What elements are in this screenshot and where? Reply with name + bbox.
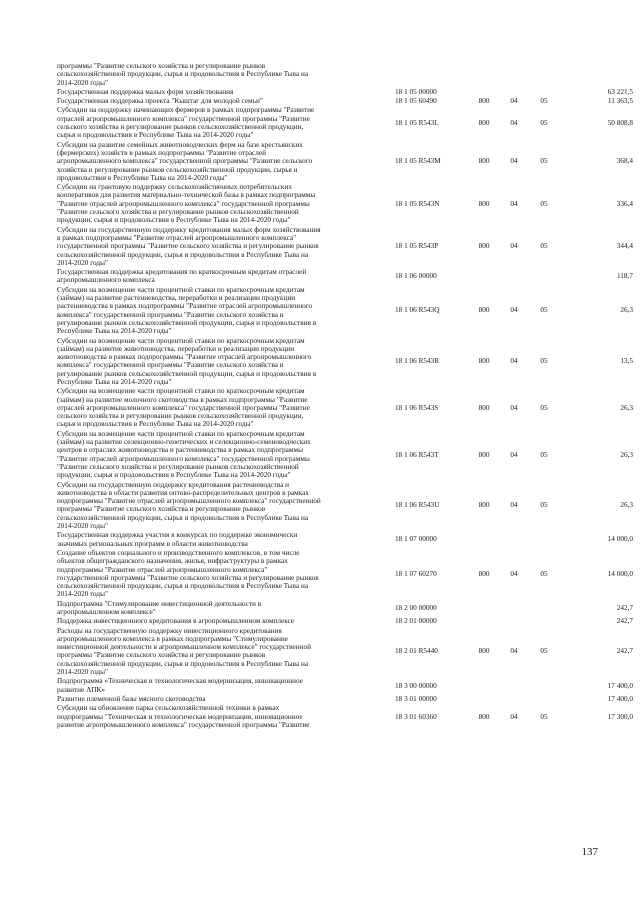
section-code: [499, 531, 529, 549]
row-description: Поддержка инвестиционного кредитования в агропромышленном комплексе: [57, 617, 295, 626]
row-description: Подпрограмма «Техническая и технологическая модернизация, инновационное развитие АПК»: [57, 677, 303, 694]
expense-type-code: 800: [478, 97, 490, 106]
row-description: Субсидии на возмещение части процентной ставки по краткосрочным кредитам (займам) на развитие животноводства, переработки и реализации продукции животноводства в рамках подпрограммы "Развитие отраслей агропромышленного комплекса" государственной программы "Развитие сельского хозяйства и регулирование рынков сельскохозяйственной продукции, сырья и продовольствия в Республике Тыва на 2014-2020 годы": [57, 336, 317, 386]
section-code: [499, 617, 529, 626]
expense-type-code: 800: [478, 450, 490, 459]
table-row: [57, 617, 633, 626]
row-description: Субсидии на возмещение части процентной ставки по краткосрочным кредитам (займам) на развитие растениеводства, переработки и реализации продукции растениеводства в рамках подпрограммы "Развитие отраслей агропромышленного комплекса" государственной программы "Развитие сельского хозяйства и регулирование рынков сельскохозяйственной продукции, сырья и продовольствия в Республике Тыва на 2014-2020 годы": [57, 285, 317, 336]
row-description: Субсидии на возмещение части процентной ставки по краткосрочным кредитам (займам) на развитие селекционно-генетических и селекционно-семеноводческих центров в отраслях животноводства и растениеводства в рамках подпрограммы "Развитие отраслей агропромышленного комплекса" государственной программы "Развитие сельского хозяйства и регулирование рынков сельскохозяйственной продукции, сырья и продовольствия в Республике Тыва на 2014-2020 годы": [57, 429, 311, 480]
section-code: 04: [510, 712, 518, 721]
expense-type-code: 800: [478, 403, 490, 412]
target-article-code: 18 1 05 00000: [395, 87, 437, 96]
row-description: Субсидии на обновление парка сельскохозяйственной техники в рамках подпрограммы "Техническая и технологическая модернизация, инновационное развитие агропромышленного комплекса" государственной программы "Развитие: [57, 704, 310, 729]
target-article-code: 18 1 07 60270: [395, 569, 437, 578]
target-article-code: 18 1 05 R543M: [395, 157, 441, 166]
subsection-code: [529, 677, 559, 695]
section-code: [499, 88, 529, 97]
table-row: [57, 97, 633, 106]
amount: 17 300,0: [607, 712, 633, 721]
row-description: Расходы на государственную поддержку инвестиционного кредитования агропромышленного комплекса в рамках подпрограммы "Стимулирование инвестиционной деятельности в агропромышленном комплексе" государственной программы "Развитие сельского хозяйства и регулирование рынков сельскохозяйственной продукции, сырья и продовольствия в Республике Тыва на 2014-2020 годы": [57, 626, 312, 677]
target-article-code: 18 1 06 R543Q: [395, 306, 440, 315]
section-code: 04: [510, 242, 518, 251]
row-description: Государственная поддержка малых форм хозяйствования: [57, 87, 234, 96]
expense-type-code: [469, 62, 499, 88]
section-code: 04: [510, 450, 518, 459]
row-description: Создание объектов социального и производственного комплексов, в том числе объектов общегражданского назначения, жилья, инфраструктуры в рамках подпрограммы "Развитие отраслей агропромышленного комплекса" государственной программы "Развитие сельского хозяйства и регулирование рынков сельскохозяйственной продукции, сырья и продовольствия в Республике Тыва на 2014-2020 годы": [57, 548, 319, 599]
target-article-code: 18 1 05 R543N: [395, 199, 440, 208]
subsection-code: 05: [540, 501, 548, 510]
table-row: [57, 286, 633, 337]
amount: 26,3: [620, 403, 633, 412]
table-row: [57, 549, 633, 600]
amount: [559, 62, 633, 88]
target-article-code: 18 1 06 R543T: [395, 450, 439, 459]
table-row: [57, 183, 633, 225]
amount: 368,4: [616, 157, 633, 166]
target-article-code: 18 2 01 R5440: [395, 647, 438, 656]
target-article-code: 18 1 07 00000: [395, 535, 437, 544]
target-article-code: 18 1 05 60490: [395, 97, 437, 106]
section-code: [499, 695, 529, 704]
subsection-code: 05: [540, 157, 548, 166]
table-row: [57, 704, 633, 730]
section-code: 04: [510, 569, 518, 578]
row-description: Подпрограмма "Стимулирование инвестиционной деятельности в агропромышленном комплексе": [57, 599, 262, 616]
expense-type-code: [469, 531, 499, 549]
table-row: [57, 337, 633, 388]
target-article-code: [395, 62, 469, 88]
table-row: [57, 268, 633, 286]
amount: 17 400,0: [607, 681, 633, 690]
section-code: 04: [510, 199, 518, 208]
expense-type-code: 800: [478, 501, 490, 510]
expense-type-code: [469, 695, 499, 704]
section-code: 04: [510, 501, 518, 510]
subsection-code: [529, 600, 559, 618]
section-code: 04: [510, 118, 518, 127]
subsection-code: 05: [540, 199, 548, 208]
row-description: Развитие племенной базы мясного скотоводства: [57, 694, 206, 703]
expense-type-code: 800: [478, 199, 490, 208]
section-code: 04: [510, 97, 518, 106]
table-row: [57, 430, 633, 481]
subsection-code: [529, 531, 559, 549]
expense-type-code: 800: [478, 118, 490, 127]
amount: 14 000,0: [607, 569, 633, 578]
table-row: [57, 627, 633, 678]
amount: 17 400,0: [607, 694, 633, 703]
amount: 26,3: [620, 306, 633, 315]
subsection-code: [529, 617, 559, 626]
amount: 242,7: [616, 603, 633, 612]
subsection-code: 05: [540, 712, 548, 721]
expense-type-code: 800: [478, 647, 490, 656]
expense-type-code: 800: [478, 712, 490, 721]
target-article-code: 18 1 05 R543L: [395, 118, 439, 127]
row-description: Государственная поддержка участия в конкурсах по поддержке экономически значимых региональных программ в области животноводства: [57, 531, 298, 548]
subsection-code: 05: [540, 118, 548, 127]
target-article-code: 18 1 05 R543P: [395, 242, 439, 251]
table-row: [57, 141, 633, 183]
table-row: [57, 695, 633, 704]
target-article-code: 18 1 06 R543U: [395, 501, 440, 510]
expense-type-code: [469, 617, 499, 626]
row-description: Государственная поддержка проекта "Кыштаг для молодой семьи": [57, 97, 263, 106]
section-code: 04: [510, 306, 518, 315]
subsection-code: 05: [540, 242, 548, 251]
amount: 11 363,5: [607, 97, 633, 106]
section-code: [499, 677, 529, 695]
amount: 242,7: [616, 647, 633, 656]
amount: 26,3: [620, 450, 633, 459]
target-article-code: 18 3 01 60360: [395, 712, 437, 721]
table-row: [57, 677, 633, 695]
target-article-code: 18 3 00 00000: [395, 681, 437, 690]
subsection-code: [529, 268, 559, 286]
expense-type-code: 800: [478, 157, 490, 166]
row-description: Субсидии на государственную поддержку кредитования растениеводства и животноводства в области развития оптово-распределительных центров в рамках подпрограммы "Развитие отраслей агропромышленного комплекса" государственной программы "Развитие сельского хозяйства и регулирование рынков сельскохозяйственной продукции, сырья и продовольствия в Республике Тыва на 2014-2020 годы": [57, 480, 321, 531]
expense-type-code: [469, 88, 499, 97]
expense-type-code: 800: [478, 242, 490, 251]
row-description: Субсидии на поддержку начинающих фермеров в рамках подпрограммы "Развитие отраслей агропромышленного комплекса" государственной программы "Развитие сельского хозяйства и регулирование рынков сельскохозяйственной продукции, сырья и продовольствия в Республике Тыва на 2014-2020 годы": [57, 106, 315, 140]
amount: 63 221,5: [607, 87, 633, 96]
subsection-code: 05: [540, 450, 548, 459]
target-article-code: 18 2 01 00000: [395, 617, 437, 626]
subsection-code: 05: [540, 403, 548, 412]
table-row: [57, 106, 633, 140]
section-code: 04: [510, 357, 518, 366]
amount: 118,7: [616, 272, 633, 281]
row-description: Субсидии на возмещение части процентной ставки по краткосрочным кредитам (займам) на развитие молочного скотоводства в рамках подпрограммы "Развитие отраслей агропромышленного комплекса" государственной программы "Развитие сельского хозяйства и регулирование рынков сельскохозяйственной продукции, сырья и продовольствия в Республике Тыва на 2014-2020 годы": [57, 387, 310, 429]
amount: 336,4: [616, 199, 633, 208]
subsection-code: [529, 62, 559, 88]
subsection-code: 05: [540, 97, 548, 106]
subsection-code: 05: [540, 569, 548, 578]
expense-type-code: [469, 600, 499, 618]
target-article-code: 18 2 00 00000: [395, 603, 437, 612]
expense-type-code: 800: [478, 357, 490, 366]
amount: 13,5: [620, 357, 633, 366]
budget-table-body: [57, 62, 633, 730]
table-row: [57, 226, 633, 268]
amount: 14 000,0: [607, 535, 633, 544]
table-row: [57, 88, 633, 97]
subsection-code: 05: [540, 306, 548, 315]
page-number: 137: [581, 846, 598, 858]
subsection-code: 05: [540, 357, 548, 366]
target-article-code: 18 3 01 00000: [395, 694, 437, 703]
section-code: [499, 268, 529, 286]
amount: 242,7: [616, 617, 633, 626]
row-description: программы "Развитие сельского хозяйства и регулирование рынков сельскохозяйственной продукции, сырья и продовольствия в Республике Тыва на 2014-2020 годы": [57, 62, 309, 87]
budget-table: [57, 62, 633, 730]
section-code: 04: [510, 157, 518, 166]
table-row: [57, 531, 633, 549]
row-description: Субсидии на государственную поддержку кредитования малых форм хозяйствования в рамках подпрограммы "Развитие отраслей агропромышленного комплекса" государственной программы "Развитие сельского хозяйства и регулирование рынков сельскохозяйственной продукции, сырья и продовольствия в Республике Тыва на 2014-2020 годы": [57, 225, 321, 267]
section-code: [499, 62, 529, 88]
row-description: Государственная поддержка кредитования по краткосрочным кредитам отраслей агропромышленного комплекса: [57, 268, 307, 285]
table-row: [57, 481, 633, 532]
expense-type-code: [469, 677, 499, 695]
subsection-code: [529, 695, 559, 704]
section-code: 04: [510, 647, 518, 656]
target-article-code: 18 1 06 R543S: [395, 403, 439, 412]
amount: 50 808,8: [607, 118, 633, 127]
expense-type-code: [469, 268, 499, 286]
row-description: Субсидии на развитие семейных животноводческих ферм на базе крестьянских (фермерских) хозяйств в рамках подпрограммы "Развитие отраслей агропромышленного комплекса" государственной программы "Развитие сельского хозяйства и регулирование рынков сельскохозяйственной продукции, сырья и продовольствия в Республике Тыва на 2014-2020 годы": [57, 140, 313, 182]
table-row: [57, 387, 633, 429]
amount: 26,3: [620, 501, 633, 510]
row-description: Субсидии на грантовую поддержку сельскохозяйственных потребительских кооперативов для развития материально-технической базы в рамках подпрограммы "Развитие отраслей агропромышленного комплекса" государственной программы "Развитие сельского хозяйства и регулирование рынков сельскохозяйственной продукции, сырья и продовольствия в Республике Тыва на 2014-2020 годы": [57, 183, 316, 225]
section-code: 04: [510, 403, 518, 412]
amount: 344,4: [616, 242, 633, 251]
table-row: [57, 62, 633, 88]
expense-type-code: 800: [478, 569, 490, 578]
target-article-code: 18 1 06 00000: [395, 272, 437, 281]
expense-type-code: 800: [478, 306, 490, 315]
subsection-code: 05: [540, 647, 548, 656]
target-article-code: 18 1 06 R543R: [395, 357, 440, 366]
table-row: [57, 600, 633, 618]
subsection-code: [529, 88, 559, 97]
section-code: [499, 600, 529, 618]
